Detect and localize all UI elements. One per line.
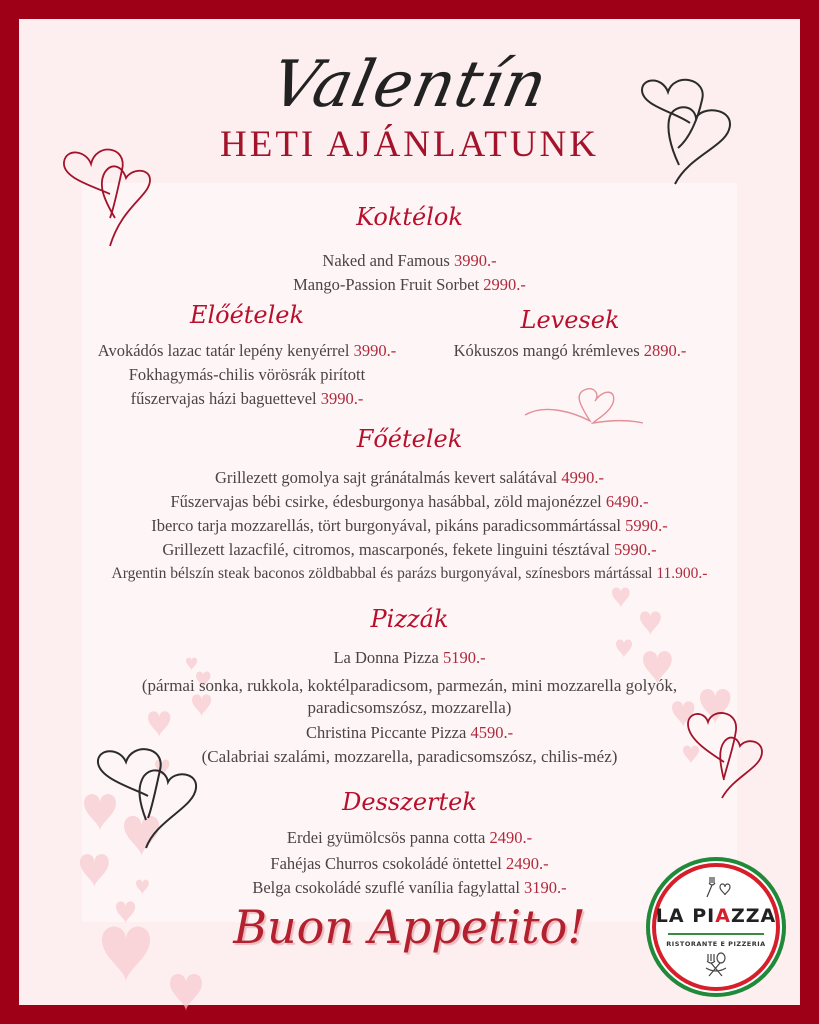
menu-item-description: (pármai sonka, rukkola, koktélparadicsom, parmezán, mini mozzarella golyók, — [141, 676, 678, 695]
price: 2490.- — [489, 828, 533, 847]
menu-item: Fűszervajas bébi csirke, édesburgonya hasábbal, zöld majonézzel 6490.- — [170, 492, 649, 511]
price: 2990.- — [483, 275, 526, 294]
menu-item: Naked and Famous 3990.- — [322, 251, 497, 270]
menu-item: Mango-Passion Fruit Sorbet 2990.- — [293, 275, 526, 294]
price: 3990.- — [453, 251, 497, 270]
page-title: Valentín — [264, 48, 555, 122]
section-title-desszertek: Desszertek — [342, 788, 477, 816]
logo-underline — [668, 933, 764, 935]
menu-item: Fokhagymás-chilis vörösrák pirított — [128, 365, 366, 384]
section-title-foetelek: Főételek — [356, 425, 463, 453]
logo-name: LA PIAZZA — [655, 905, 777, 927]
menu-item: Fahéjas Churros csokoládé öntettel 2490.- — [270, 854, 549, 873]
menu-item: Belga csokoládé szuflé vanília fagylattal 3190.- — [252, 878, 567, 897]
menu-item-description: paradicsomszósz, mozzarella) — [307, 698, 512, 717]
closing-script: Buon Appetito! — [233, 900, 586, 954]
section-title-koktelok: Koktélok — [356, 203, 463, 231]
price: 6490.- — [605, 492, 649, 511]
price: 3990.- — [353, 341, 397, 360]
price: 4990.- — [561, 468, 604, 487]
section-title-eloetelek: Előételek — [189, 301, 305, 329]
menu-item: Argentin bélszín steak baconos zöldbabbal és parázs burgonyával, színesbors mártással 11.900.- — [111, 565, 708, 582]
la-piazza-logo — [646, 857, 786, 997]
menu-item: Christina Piccante Pizza 4590.- — [305, 723, 514, 742]
section-title-levesek: Levesek — [520, 306, 620, 334]
menu-item-description: (Calabriai szalámi, mozzarella, paradicsomszósz, chilis-méz) — [201, 747, 618, 766]
menu-item: Kókuszos mangó krémleves 2890.- — [453, 341, 687, 360]
menu-item-continued: fűszervajas házi baguettevel 3990.- — [130, 389, 364, 408]
price: 5190.- — [442, 648, 486, 667]
price: 5990.- — [614, 540, 657, 559]
price: 4590.- — [470, 723, 514, 742]
menu-item: La Donna Pizza 5190.- — [333, 648, 486, 667]
page-subtitle: HETI AJÁNLATUNK — [220, 124, 599, 165]
price: 3990.- — [320, 389, 364, 408]
menu-item: Erdei gyümölcsös panna cotta 2490.- — [286, 828, 533, 847]
price: 5990.- — [625, 516, 668, 535]
menu-item: Iberco tarja mozzarellás, tört burgonyával, pikáns paradicsommártással 5990.- — [151, 516, 668, 535]
fork-spoon-icon — [700, 952, 732, 978]
price: 3190.- — [524, 878, 567, 897]
section-title-pizzak: Pizzák — [370, 605, 449, 633]
price: 11.900.- — [656, 565, 708, 582]
menu-item: Avokádós lazac tatár lepény kenyérrel 3990.- — [97, 341, 397, 360]
menu-item: Grillezett gomolya sajt gránátalmás kevert salátával 4990.- — [215, 468, 604, 487]
price: 2890.- — [643, 341, 687, 360]
menu-item: Grillezett lazacfilé, citromos, mascarponés, fekete linguini tésztával 5990.- — [162, 540, 657, 559]
logo-tagline: RISTORANTE E PIZZERIA — [666, 940, 766, 948]
price: 2490.- — [505, 854, 549, 873]
fork-heart-icon — [702, 875, 732, 899]
